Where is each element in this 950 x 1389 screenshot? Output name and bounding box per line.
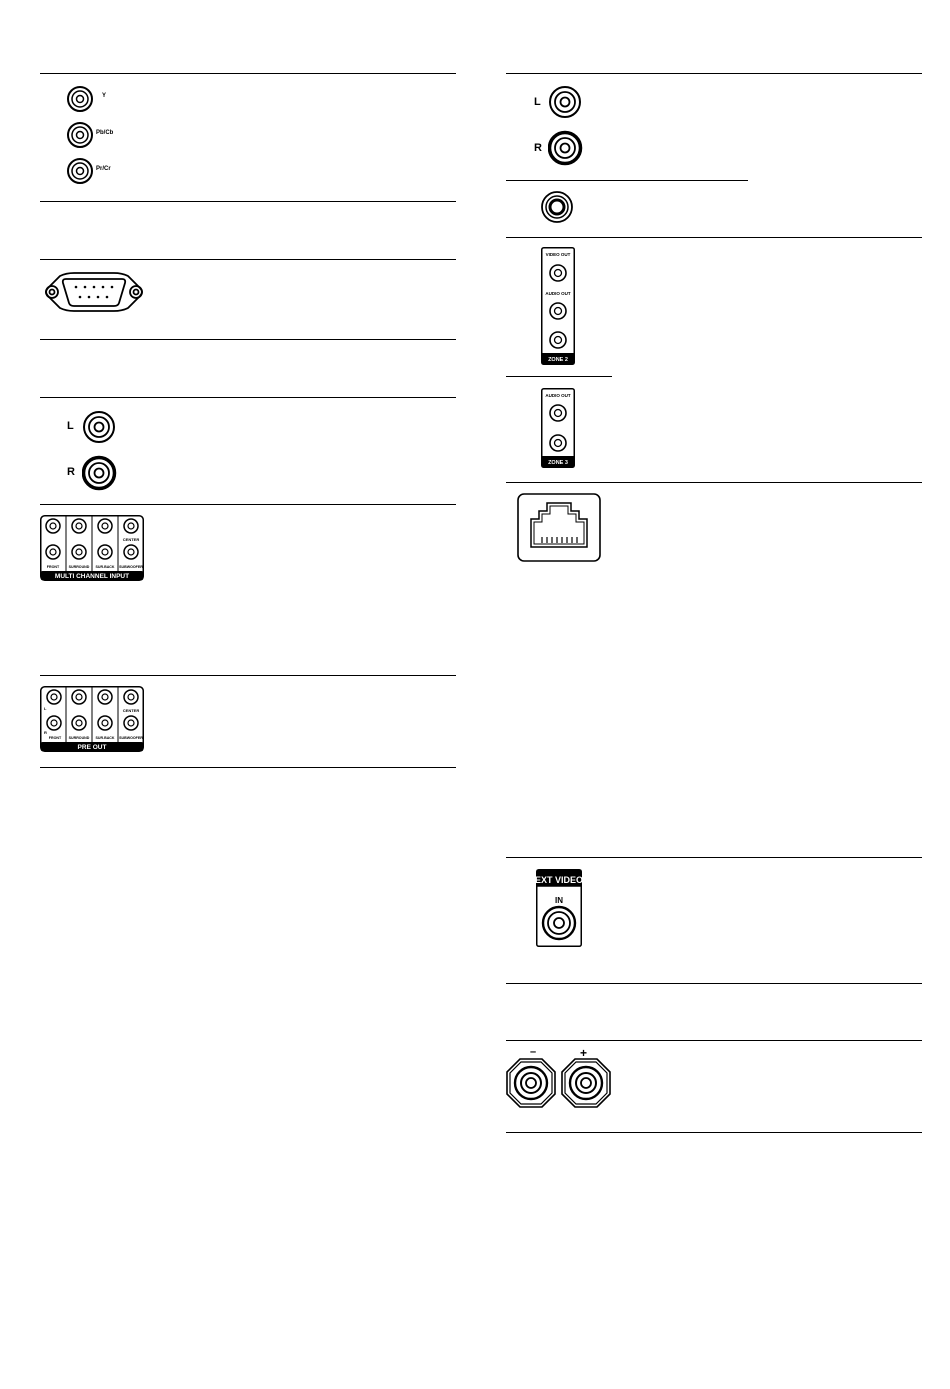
zone2-video-out-label: VIDEO OUT <box>545 252 571 257</box>
divider <box>40 339 456 340</box>
zone3-jacks-icon <box>541 388 575 468</box>
divider <box>40 767 456 768</box>
multi-channel-jacks-icon <box>40 515 144 581</box>
terminal-minus-label: – <box>530 1046 537 1058</box>
zone3-audio-out-label: AUDIO OUT <box>545 393 571 398</box>
ethernet-port-icon <box>517 493 601 563</box>
divider <box>506 73 922 74</box>
divider <box>506 482 922 483</box>
pre-out-col-surback: SUR.BACK <box>95 736 115 740</box>
lan-port <box>517 493 601 568</box>
zone2-jacks-icon <box>541 247 575 365</box>
dsub-connector-icon <box>42 270 146 314</box>
ext-video-title: EXT VIDEO <box>536 875 582 885</box>
multi-col-surback: SUR.BACK <box>95 565 115 569</box>
ext-video-in-label: IN <box>555 896 563 905</box>
divider <box>506 376 612 377</box>
multi-col-subwoofer: SUBWOOFER <box>119 565 143 569</box>
divider <box>40 259 456 260</box>
audio-out-left-label: L <box>534 96 541 108</box>
divider <box>506 857 922 858</box>
audio-out-jacks <box>548 85 584 172</box>
divider <box>40 397 456 398</box>
speaker-terminals <box>505 1057 613 1116</box>
pre-out-side-left: L <box>44 706 47 711</box>
divider <box>506 1132 922 1133</box>
terminal-plus-label: + <box>580 1046 588 1060</box>
divider <box>506 983 922 984</box>
zone2-audio-out-label: AUDIO OUT <box>545 291 571 296</box>
rca-jack-icon <box>548 85 584 167</box>
coaxial-jack <box>540 190 574 229</box>
multi-col-front: FRONT <box>46 565 60 569</box>
pre-out-col-front: FRONT <box>48 736 62 740</box>
divider <box>40 504 456 505</box>
zone2-name: ZONE 2 <box>548 357 568 363</box>
audio-in-jacks <box>82 410 118 497</box>
divider <box>506 1040 922 1041</box>
pre-out-panel <box>40 686 144 752</box>
divider <box>506 237 922 238</box>
coaxial-jack-icon <box>540 190 574 224</box>
zone3-name: ZONE 3 <box>548 460 568 466</box>
pre-out-title: PRE OUT <box>77 744 107 751</box>
ext-video-panel <box>536 869 582 947</box>
divider <box>40 73 456 74</box>
component-video-jacks <box>66 86 146 191</box>
zone2-panel <box>541 247 575 365</box>
audio-out-right-label: R <box>534 142 542 154</box>
multi-channel-title: MULTI CHANNEL INPUT <box>54 573 130 580</box>
multi-col-surround: SURROUND <box>68 565 90 569</box>
multi-center-label: CENTER <box>122 537 140 542</box>
divider <box>506 180 748 181</box>
zone3-panel <box>541 388 575 468</box>
divider <box>40 675 456 676</box>
ext-video-jack-icon <box>536 869 582 947</box>
pre-out-side-right: R <box>44 730 47 735</box>
jack-label-pb: Pb/Cb <box>96 130 114 136</box>
pre-out-center-label: CENTER <box>122 708 140 713</box>
audio-in-right-label: R <box>67 466 75 478</box>
audio-in-left-label: L <box>67 420 74 432</box>
serial-port <box>42 270 146 319</box>
jack-label-y: Y <box>102 93 107 99</box>
pre-out-jacks-icon <box>40 686 144 752</box>
multi-channel-input-panel <box>40 515 144 581</box>
jack-label-pr: Pr/Cr <box>96 166 111 172</box>
pre-out-col-subwoofer: SUBWOOFER <box>119 736 143 740</box>
rca-jack-icon <box>82 410 118 492</box>
divider <box>40 201 456 202</box>
speaker-terminal-icon <box>505 1057 613 1111</box>
pre-out-col-surround: SURROUND <box>68 736 90 740</box>
